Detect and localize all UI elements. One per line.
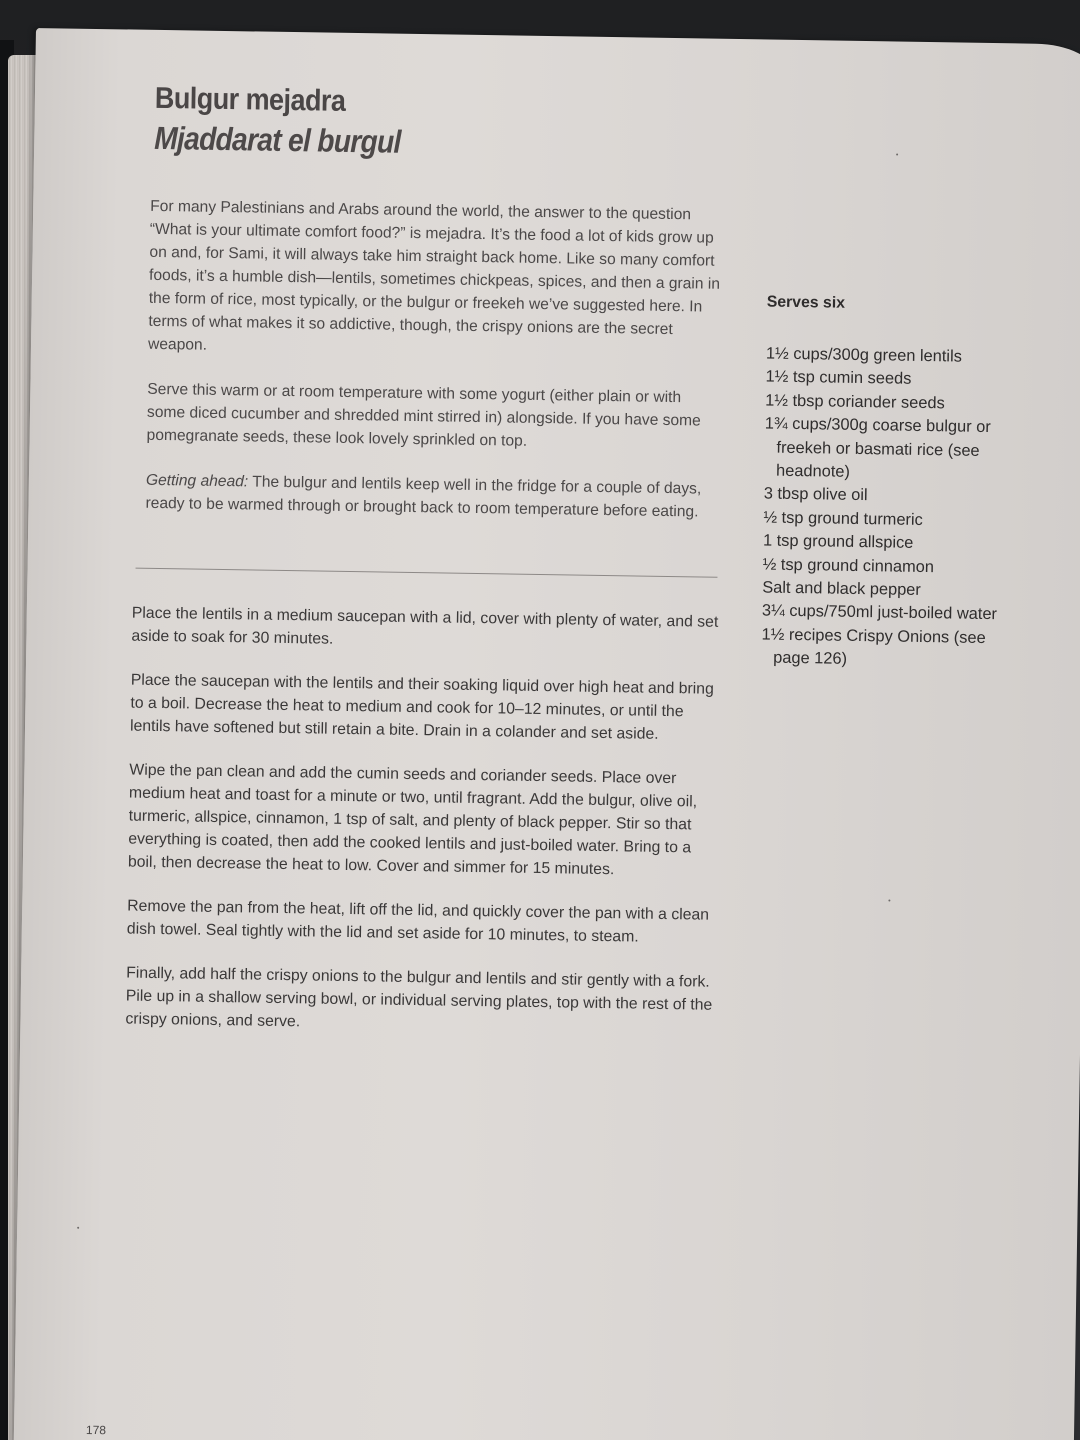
ingredient-item: 1 tsp ground allspice — [762, 531, 914, 553]
ingredient-item: 1½ tbsp coriander seeds — [765, 391, 945, 413]
recipe-title: Bulgur mejadra — [154, 81, 346, 118]
intro-paragraph: For many Palestinians and Arabs around the world, the answer to the question “What is your ultimate comfort food?” is mejadra. It’s the food a lot of kids grow up on and, for Sami, it will always take him straight back home. Like so many comfort foods, it’s a humble dish—lentils, sometimes chickpeas, spices, and then a grain in the form of rice, most typically, or the bulgur or freekeh we’ve suggested here. In terms of what makes it so addictive, though, the crispy onions are the secret weapon. — [147, 197, 721, 354]
ingredient-item: 3¼ cups/750ml just-boiled water — [761, 601, 998, 624]
book-page — [13, 28, 1080, 1440]
ingredient-item: Salt and black pepper — [762, 578, 921, 600]
method-step: Place the saucepan with the lentils and their soaking liquid over high heat and bring to a boil. Decrease the heat to medium and cook for 10–12 minutes, or until the lentils have softened but still retain a bite. Drain in a colander and set aside. — [129, 671, 714, 743]
serves-label: Serves six — [766, 293, 846, 312]
recipe-subtitle: Mjaddarat el burgul — [154, 119, 401, 160]
ingredient-item: 3 tbsp olive oil — [763, 484, 868, 505]
page-content — [13, 28, 1080, 1440]
recipe-intro — [145, 195, 725, 546]
method-step: Remove the pan from the heat, lift off the lid, and quickly cover the pan with a clean dish towel. Seal tightly with the lid and set aside for 10 minutes, to steam. — [126, 897, 710, 946]
method-step: Place the lentils in a medium saucepan with a lid, cover with plenty of water, and set aside to soak for 30 minutes. — [131, 604, 719, 648]
recipe-method — [125, 602, 722, 1061]
paper-speck — [77, 1227, 79, 1229]
ingredient-item: ½ tsp ground turmeric — [763, 508, 923, 529]
section-divider — [136, 568, 718, 578]
ingredient-item: 1½ tsp cumin seeds — [765, 367, 912, 389]
method-step: Finally, add half the crispy onions to the bulgur and lentils and stir gently with a fork. Pile up in a shallow serving bowl, or individual serving plates, top with the rest of the crispy onions, and serve. — [125, 964, 713, 1031]
paper-speck — [896, 154, 898, 156]
getting-ahead-lead: Getting ahead: — [145, 471, 249, 491]
getting-ahead-text: The bulgur and lentils keep well in the fridge for a couple of days, ready to be warmed through or brought back to room temperature before eating. — [145, 473, 702, 521]
method-step: Wipe the pan clean and add the cumin seeds and coriander seeds. Place over medium heat and toast for a minute or two, until fragrant. Add the bulgur, olive oil, turmeric, allspice, cinnamon, 1 tsp of salt, and plenty of black pepper. Stir so that everything is coated, then add the cooked lentils and just-boiled water. Bring to a boil, then decrease the heat to low. Cover and simmer for 15 minutes. — [127, 761, 698, 879]
ingredient-item: 1½ recipes Crispy Onions (see page 126) — [761, 625, 986, 669]
page-number: 178 — [85, 1422, 107, 1438]
paper-speck — [888, 899, 890, 901]
ingredient-item: 1½ cups/300g green lentils — [765, 344, 963, 366]
ingredient-item: 1¾ cups/300g coarse bulgur or freekeh or basmati rice (see headnote) — [764, 414, 991, 481]
ingredient-list — [761, 343, 1026, 675]
getting-ahead-note — [145, 469, 721, 524]
intro-paragraph: Serve this warm or at room temperature with some yogurt (either plain or with some diced cucumber and shredded mint stirred in) alongside. If you have some pomegranate seeds, these look lovely sprinkled on top. — [146, 380, 701, 450]
ingredient-item: ½ tsp ground cinnamon — [762, 555, 935, 576]
